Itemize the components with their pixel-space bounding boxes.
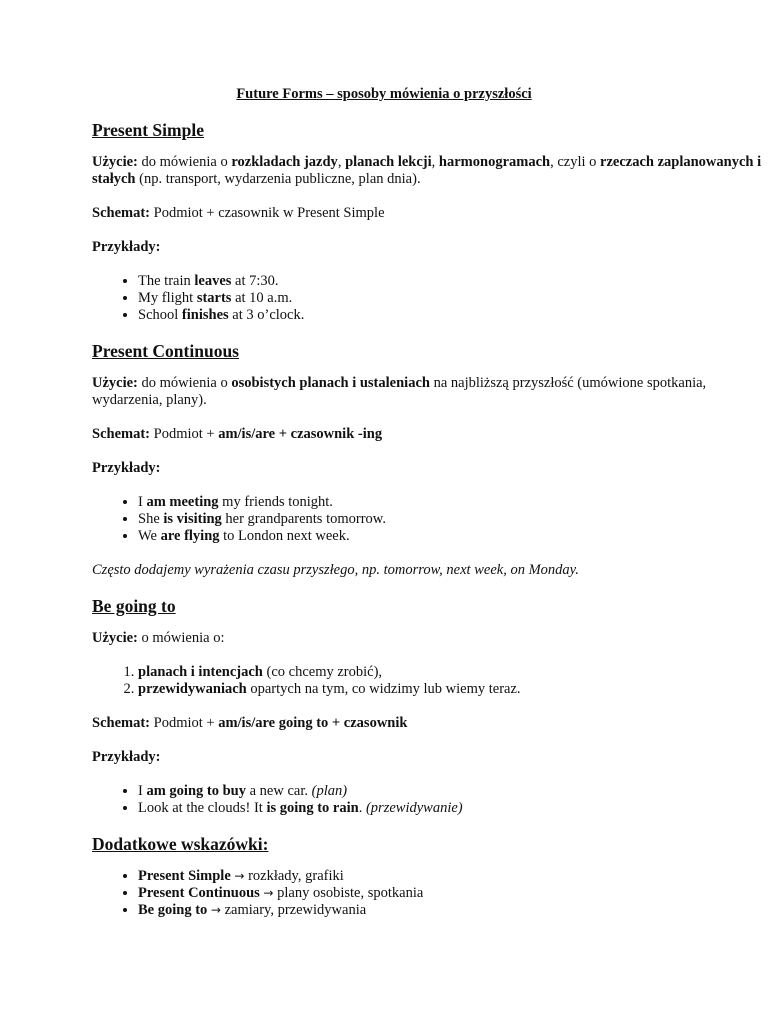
examples-list: [92, 494, 768, 545]
examples-list: [92, 783, 768, 817]
example-text: .: [358, 800, 366, 816]
note-paragraph: Często dodajemy wyrażenia czasu przyszłego, np. tomorrow, next week, on Monday.: [92, 562, 579, 578]
example-verb: leaves: [194, 273, 232, 289]
schema-text: Podmiot + czasownik w Present Simple: [153, 205, 385, 221]
example-text: I: [138, 494, 147, 510]
usage-text: do mówienia o: [141, 375, 232, 391]
usage-text: ,: [337, 154, 346, 170]
usage-label: Użycie:: [92, 154, 138, 170]
examples-label: Przykłady:: [92, 460, 161, 476]
arrow-right-icon: →: [263, 886, 274, 900]
example-verb: is visiting: [163, 511, 222, 527]
section-heading: Present Continuous: [92, 341, 239, 361]
list-item: [138, 494, 768, 511]
example-text: The train: [138, 273, 195, 289]
usage-bold: planach lekcji: [345, 154, 432, 170]
example-text: My flight: [138, 290, 197, 306]
list-item: [138, 868, 768, 885]
example-text: We: [138, 528, 161, 544]
tip-form: Present Continuous: [138, 885, 260, 901]
tip-text: zamiary, przewidywania: [220, 902, 367, 918]
schema-text: Podmiot +: [153, 426, 219, 442]
schema-label: Schemat:: [92, 426, 150, 442]
usage-text: (co chcemy zrobić),: [262, 664, 383, 680]
list-item: [138, 273, 768, 290]
list-item: [138, 290, 768, 307]
tip-text: plany osobiste, spotkania: [273, 885, 424, 901]
schema-text: Podmiot +: [153, 715, 219, 731]
example-text: at 7:30.: [231, 273, 279, 289]
list-item: [138, 528, 768, 545]
usage-text: , czyli o: [550, 154, 601, 170]
usage-text: (np. transport, wydarzenia publiczne, plan dnia).: [135, 171, 421, 187]
schema-paragraph: [92, 426, 768, 443]
schema-bold: am/is/are going to + czasownik: [218, 715, 408, 731]
usage-text: ,: [431, 154, 439, 170]
schema-paragraph: [92, 205, 768, 222]
examples-list: [92, 273, 768, 324]
example-text: my friends tonight.: [218, 494, 333, 510]
example-verb: are flying: [160, 528, 220, 544]
example-text: Look at the clouds! It: [138, 800, 267, 816]
example-note: (plan): [311, 783, 348, 799]
section-heading: Dodatkowe wskazówki:: [92, 834, 269, 854]
usage-bold: osobistych planach i ustaleniach: [231, 375, 430, 391]
tip-form: Present Simple: [138, 868, 231, 884]
tip-text: rozkłady, grafiki: [244, 868, 344, 884]
tips-list: [92, 868, 768, 919]
usage-bold: harmonogramach: [438, 154, 551, 170]
usage-label: Użycie:: [92, 630, 138, 646]
schema-label: Schemat:: [92, 715, 150, 731]
usage-text: opartych na tym, co widzimy lub wiemy teraz.: [246, 681, 521, 697]
section-heading: Present Simple: [92, 120, 204, 140]
tip-form: Be going to: [138, 902, 208, 918]
section-present-continuous: [92, 341, 768, 579]
examples-label: Przykłady:: [92, 749, 161, 765]
usage-bold: planach i intencjach: [138, 664, 263, 680]
list-item: [138, 800, 768, 817]
example-text: at 3 o’clock.: [228, 307, 305, 323]
list-item: [138, 783, 768, 800]
usage-text: na najbliższą przyszłość (umówione spotkania, wydarzenia, plany).: [92, 375, 707, 408]
schema-bold: am/is/are + czasownik -ing: [218, 426, 383, 442]
list-item: [138, 681, 768, 698]
example-text: I: [138, 783, 147, 799]
example-text: to London next week.: [219, 528, 350, 544]
usage-list: [92, 664, 768, 698]
schema-paragraph: [92, 715, 768, 732]
list-item: [138, 902, 768, 919]
list-item: [138, 511, 768, 528]
section-heading: Be going to: [92, 596, 176, 616]
example-verb: starts: [196, 290, 232, 306]
section-tips: [92, 834, 768, 919]
usage-paragraph: [92, 154, 768, 188]
document-title: Future Forms – sposoby mówienia o przyszłości: [236, 86, 532, 102]
example-verb: is going to rain: [266, 800, 359, 816]
example-text: School: [138, 307, 182, 323]
example-verb: finishes: [181, 307, 229, 323]
example-text: a new car.: [245, 783, 312, 799]
example-text: at 10 a.m.: [231, 290, 293, 306]
usage-paragraph: [92, 630, 768, 647]
schema-label: Schemat:: [92, 205, 150, 221]
example-note: (przewidywanie): [365, 800, 463, 816]
list-item: [138, 307, 768, 324]
usage-text: o mówienia o:: [141, 630, 225, 646]
example-text: She: [138, 511, 164, 527]
usage-paragraph: [92, 375, 768, 409]
usage-bold: rzeczach zaplanowanych i stałych: [92, 154, 762, 187]
arrow-right-icon: →: [210, 903, 221, 917]
list-item: [138, 885, 768, 902]
example-verb: am going to buy: [146, 783, 246, 799]
example-verb: am meeting: [146, 494, 219, 510]
usage-bold: rozkladach jazdy: [231, 154, 338, 170]
list-item: [138, 664, 768, 681]
examples-label: Przykłady:: [92, 239, 161, 255]
usage-text: do mówienia o: [141, 154, 232, 170]
usage-bold: przewidywaniach: [138, 681, 247, 697]
section-be-going-to: [92, 596, 768, 817]
example-text: her grandparents tomorrow.: [221, 511, 386, 527]
section-present-simple: [92, 120, 768, 324]
arrow-right-icon: →: [234, 869, 245, 883]
usage-label: Użycie:: [92, 375, 138, 391]
